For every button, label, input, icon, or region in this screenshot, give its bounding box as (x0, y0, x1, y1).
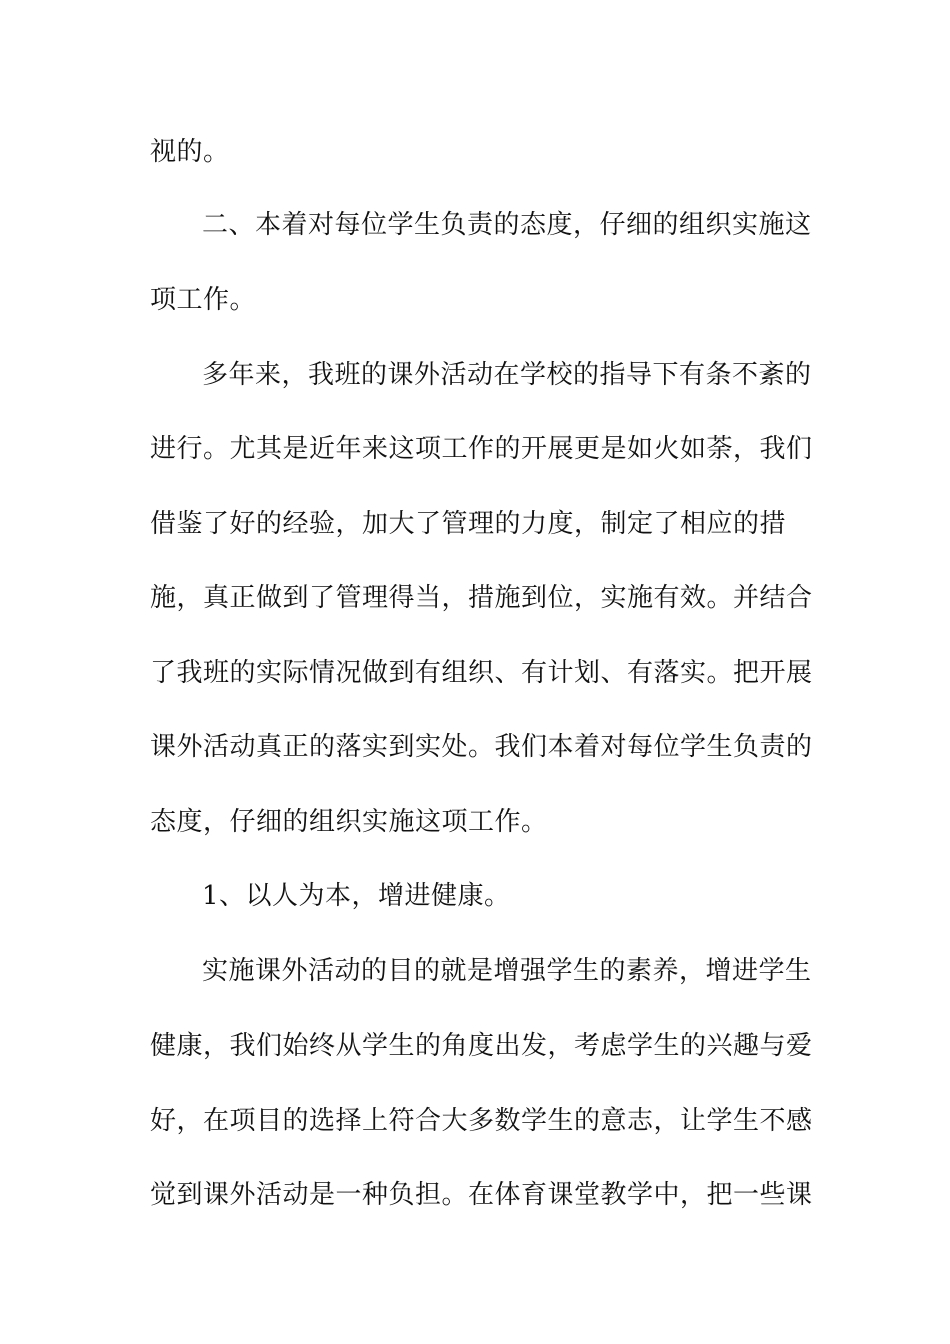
paragraph-start: 实施课外活动的目的就是增强学生的素养，增进学生 (202, 956, 812, 986)
text-line: 好，在项目的选择上符合大多数学生的意志，让学生不感 (150, 1106, 813, 1136)
text-line: 觉到课外活动是一种负担。在体育课堂教学中，把一些课 (150, 1180, 813, 1210)
subsection-heading: 1、以人为本，增进健康。 (202, 881, 511, 911)
text-line: 课外活动真正的落实到实处。我们本着对每位学生负责的 (150, 732, 813, 762)
text-line: 态度，仔细的组织实施这项工作。 (150, 807, 548, 837)
section-heading: 二、本着对每位学生负责的态度，仔细的组织实施这 (202, 210, 812, 240)
text-line: 视的。 (150, 137, 230, 167)
text-line: 项工作。 (150, 285, 257, 315)
text-line: 了我班的实际情况做到有组织、有计划、有落实。把开展 (150, 658, 813, 688)
text-line: 借鉴了好的经验，加大了管理的力度，制定了相应的措 (150, 509, 787, 539)
text-line: 健康，我们始终从学生的角度出发，考虑学生的兴趣与爱 (150, 1031, 813, 1061)
text-line: 施，真正做到了管理得当，措施到位，实施有效。并结合 (150, 583, 813, 613)
paragraph-start: 多年来，我班的课外活动在学校的指导下有条不紊的 (202, 360, 812, 390)
text-line: 进行。尤其是近年来这项工作的开展更是如火如荼，我们 (150, 434, 813, 464)
